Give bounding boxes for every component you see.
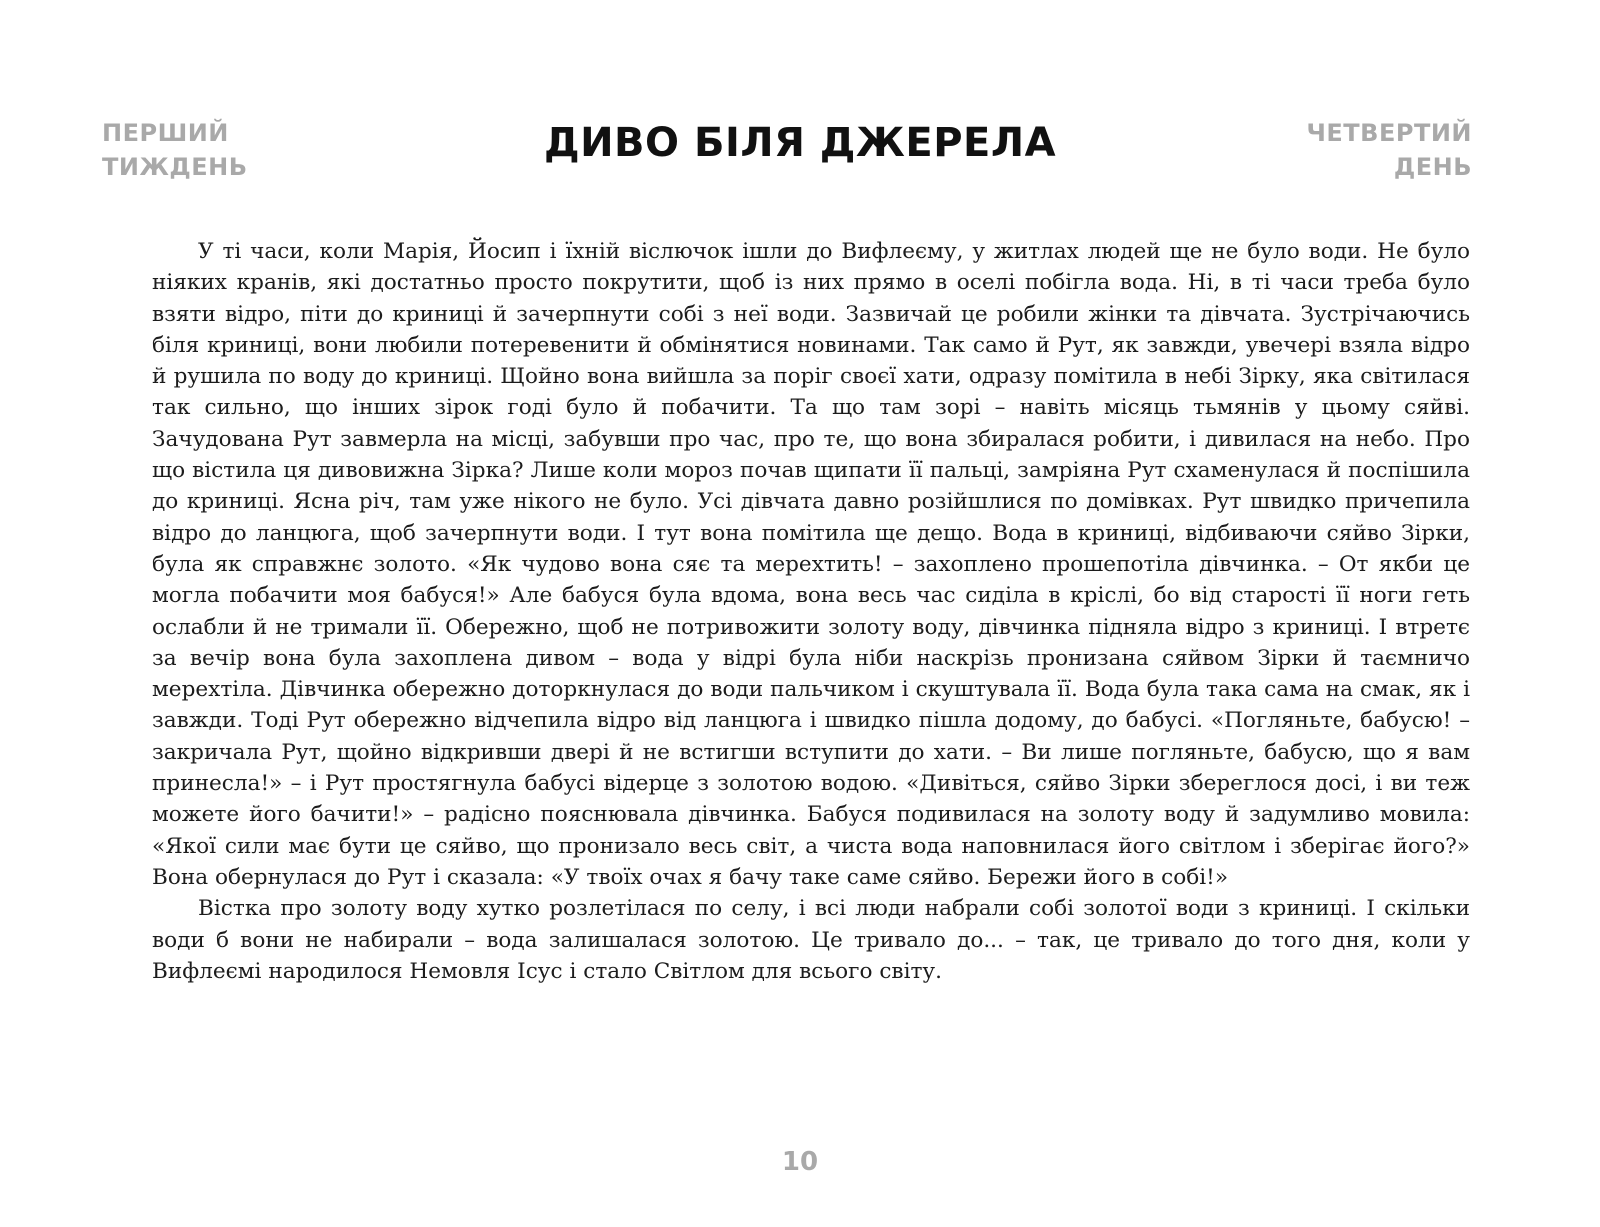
day-label [1307,116,1472,184]
story-body [152,236,1470,987]
story-paragraph-1: У ті часи, коли Марія, Йосип і їхній віслючок ішли до Вифлеєму, у житлах людей ще не було води. Не було ніяких кранів, які достатньо просто покрутити, щоб із них прямо в оселі побігла вода. Ні, в ті часи треба було взяти відро, піти до криниці й зачерпнути собі з неї води. Зазвичай це робили жінки та дівчата. Зустрічаючись біля криниці, вони любили потеревенити й обмінятися новинами. Так само й Рут, як завжди, увечері взяла відро й рушила по воду до криниці. Щойно вона вийшла за поріг своєї хати, одразу помітила в небі Зірку, яка світилася так сильно, що інших зірок годі було й побачити. Та що там зорі – навіть місяць тьмянів у цьому сяйві. Зачудована Рут завмерла на місці, забувши про час, про те, що вона збиралася робити, і дивилася на небо. Про що вістила ця дивовижна Зірка? Лише коли мороз почав щипати її пальці, замріяна Рут схаменулася й поспішила до криниці. Ясна річ, там уже нікого не було. Усі дівчата давно розійшлися по домівках. Рут швидко причепила відро до ланцюга, щоб зачерпнути води. І тут вона помітила ще дещо. Вода в криниці, відбиваючи сяйво Зірки, була як справжнє золото. «Як чудово вона сяє та мерехтить! – захоплено прошепотіла дівчинка. – От якби це могла побачити моя бабуся!» Але бабуся була вдома, вона весь час сиділа в кріслі, бо від старості її ноги геть ослабли й не тримали її. Обережно, щоб не потривожити золоту воду, дівчинка підняла відро з криниці. І втретє за вечір вона була захоплена дивом – вода у відрі була ніби наскрізь пронизана сяйвом Зірки й таємничо мерехтіла. Дівчинка обережно доторкнулася до води пальчиком і скуштувала її. Вода була така сама на смак, як і завжди. Тоді Рут обережно відчепила відро від ланцюга і швидко пішла додому, до бабусі. «Погляньте, бабусю! – закричала Рут, щойно відкривши двері й не встигши вступити до хати. – Ви лише погляньте, бабусю, що я вам принесла!» – і Рут простягнула бабусі відерце з золотою водою. «Дивіться, сяйво Зірки збереглося досі, і ви теж можете його бачити!» – радісно пояснювала дівчинка. Бабуся подивилася на золоту воду й задумливо мовила: «Якої сили має бути це сяйво, що пронизало весь світ, а чиста вода наповнилася його світлом і зберігає його?» Вона обернулася до Рут і сказала: «У твоїх очах я бачу таке саме сяйво. Бережи його в собі!» [152,239,1470,890]
page-title: ДИВО БІЛЯ ДЖЕРЕЛА [543,120,1057,166]
week-label-line1: ПЕРШИЙ [102,119,229,147]
page-number: 10 [781,1147,819,1177]
day-label-line2: ДЕНЬ [1393,153,1472,181]
week-label-line2: ТИЖДЕНЬ [102,153,248,181]
day-label-line1: ЧЕТВЕРТИЙ [1306,119,1472,147]
story-paragraph-2: Вістка про золоту воду хутко розлетілася по селу, і всі люди набрали собі золотої води з криниці. І скільки води б вони не набирали – вода залишалася золотою. Це тривало до... – так, це тривало до того дня, коли у Вифлеємі народилося Немовля Ісус і стало Світлом для всього світу. [152,896,1470,984]
